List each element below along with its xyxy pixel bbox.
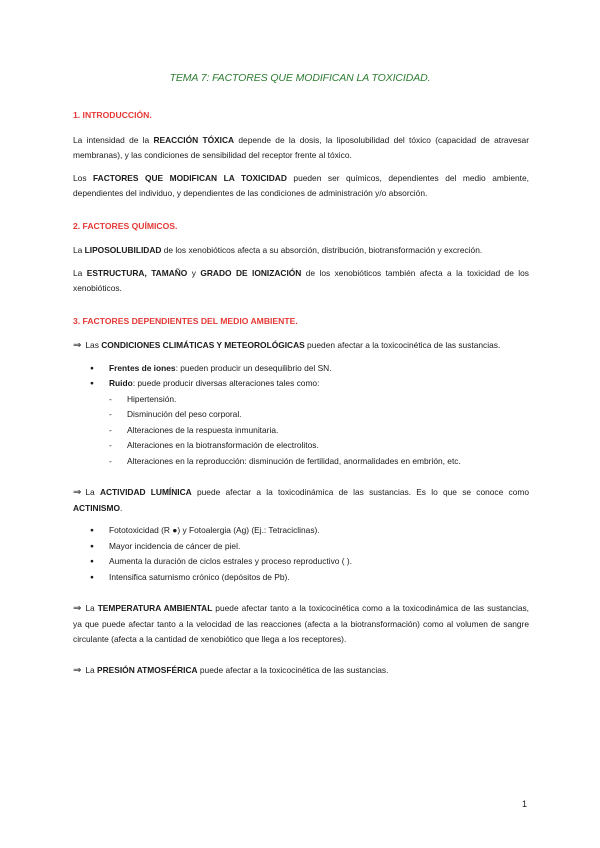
text: La	[85, 487, 100, 497]
text: puede afectar a la toxicocinética de las sustancias.	[197, 664, 389, 675]
paragraph-liposolubilidad	[73, 243, 529, 259]
list-item: ● Mayor incidencia de cáncer de piel.	[73, 539, 529, 555]
text: La intensidad de la	[73, 134, 154, 145]
document-title: TEMA 7: FACTORES QUE MODIFICAN LA TOXICIDAD.	[169, 72, 431, 84]
bold-term: ACTIVIDAD LUMÍNICA	[99, 487, 192, 497]
bold-term: Frentes de iones	[109, 362, 176, 373]
text: : puede producir diversas alteraciones tales como:	[132, 378, 320, 388]
list-item: - Alteraciones en la biotransformación de electrolitos.	[73, 438, 529, 454]
list-item: ● Intensifica saturnismo crónico (depósitos de Pb).	[73, 570, 529, 586]
paragraph-factores-toxicidad	[73, 171, 529, 202]
text: La	[85, 664, 98, 675]
dash-list-ruido	[73, 392, 529, 470]
text: pueden ser químicos, dependientes del medio ambiente, dependientes del individuo, y dependientes de las condiciones de administración y/o absorción.	[73, 172, 529, 198]
text: puede afectar a la toxicodinámica de las sustancias. Es lo que se conoce como	[191, 487, 529, 497]
arrow-icon: ⇒	[73, 603, 82, 614]
bullet-list-luminica	[73, 523, 529, 585]
bold-term: TEMPERATURA AMBIENTAL	[97, 603, 213, 613]
text: depende de la dosis, la liposolubilidad del tóxico (capacidad de atravesar membranas), y las condiciones de sensibilidad del receptor frente al tóxico.	[73, 134, 530, 160]
text: de los xenobióticos también afecta a la toxicidad de los xenobióticos.	[73, 267, 529, 293]
document-body	[73, 108, 529, 685]
text: y	[187, 267, 201, 278]
text: La	[73, 245, 85, 255]
arrow-icon: ⇒	[73, 340, 82, 351]
page-number: 1	[522, 799, 528, 809]
paragraph-reaccion-toxica	[73, 133, 529, 164]
list-item: - Alteraciones en la reproducción: disminución de fertilidad, anormalidades en embrión, etc.	[73, 454, 529, 470]
text: puede afectar tanto a la toxicocinética como a la toxicodinámica de las sustancias, ya que puede afectar tanto a la velocidad de las reacciones (afecta a la biotransformación) como al volumen de sangre circulante (afecta a la cantidad de xenobiótico que llega a los receptores).	[73, 603, 529, 644]
text: La	[85, 603, 98, 613]
list-item: - Disminución del peso corporal.	[73, 407, 529, 423]
bold-term: FACTORES QUE MODIFICAN LA TOXICIDAD	[93, 172, 287, 183]
text: La	[73, 267, 87, 278]
text: Las	[85, 340, 102, 350]
arrow-icon: ⇒	[73, 487, 82, 498]
paragraph-estructura	[73, 266, 529, 297]
bold-term: CONDICIONES CLIMÁTICAS Y METEOROLÓGICAS	[101, 340, 305, 350]
list-item: - Alteraciones de la respuesta inmunitaria.	[73, 423, 529, 439]
text: Los	[73, 172, 94, 183]
text: : pueden producir un desequilibrio del SN.	[175, 362, 332, 373]
list-item	[73, 376, 529, 469]
text: de los xenobióticos afecta a su absorción, distribución, biotransformación y excreción.	[161, 245, 483, 255]
bold-term: PRESIÓN ATMOSFÉRICA	[97, 664, 198, 675]
bold-term: ACTINISMO	[73, 502, 120, 513]
paragraph-temperatura	[73, 601, 529, 648]
list-item: ● Aumenta la duración de ciclos estrales y proceso reproductivo ( ).	[73, 554, 529, 570]
bullet-list-climaticas	[73, 361, 529, 470]
paragraph-presion	[73, 663, 529, 679]
section-heading-factores-quimicos: 2. FACTORES QUÍMICOS.	[73, 220, 178, 231]
paragraph-condiciones-climaticas	[73, 338, 529, 354]
bold-term: REACCIÓN TÓXICA	[153, 134, 235, 145]
bold-term: GRADO DE IONIZACIÓN	[200, 267, 302, 278]
text: pueden afectar a la toxicocinética de las sustancias.	[304, 340, 501, 350]
list-item	[73, 361, 529, 377]
paragraph-actividad-luminica	[73, 485, 529, 516]
section-heading-introduccion: 1. INTRODUCCIÓN.	[73, 110, 152, 120]
text: .	[120, 502, 123, 513]
bold-term: LIPOSOLUBILIDAD	[84, 245, 162, 255]
bold-term: ESTRUCTURA, TAMAÑO	[86, 267, 188, 278]
section-heading-medio-ambiente: 3. FACTORES DEPENDIENTES DEL MEDIO AMBIENTE.	[73, 315, 298, 326]
bold-term: Ruido	[109, 378, 133, 388]
list-item: ● Fototoxicidad (R ●) y Fotoalergia (Ag) (Ej.: Tetraciclinas).	[73, 523, 529, 539]
arrow-icon: ⇒	[73, 664, 82, 676]
list-item: - Hipertensión.	[73, 392, 529, 408]
